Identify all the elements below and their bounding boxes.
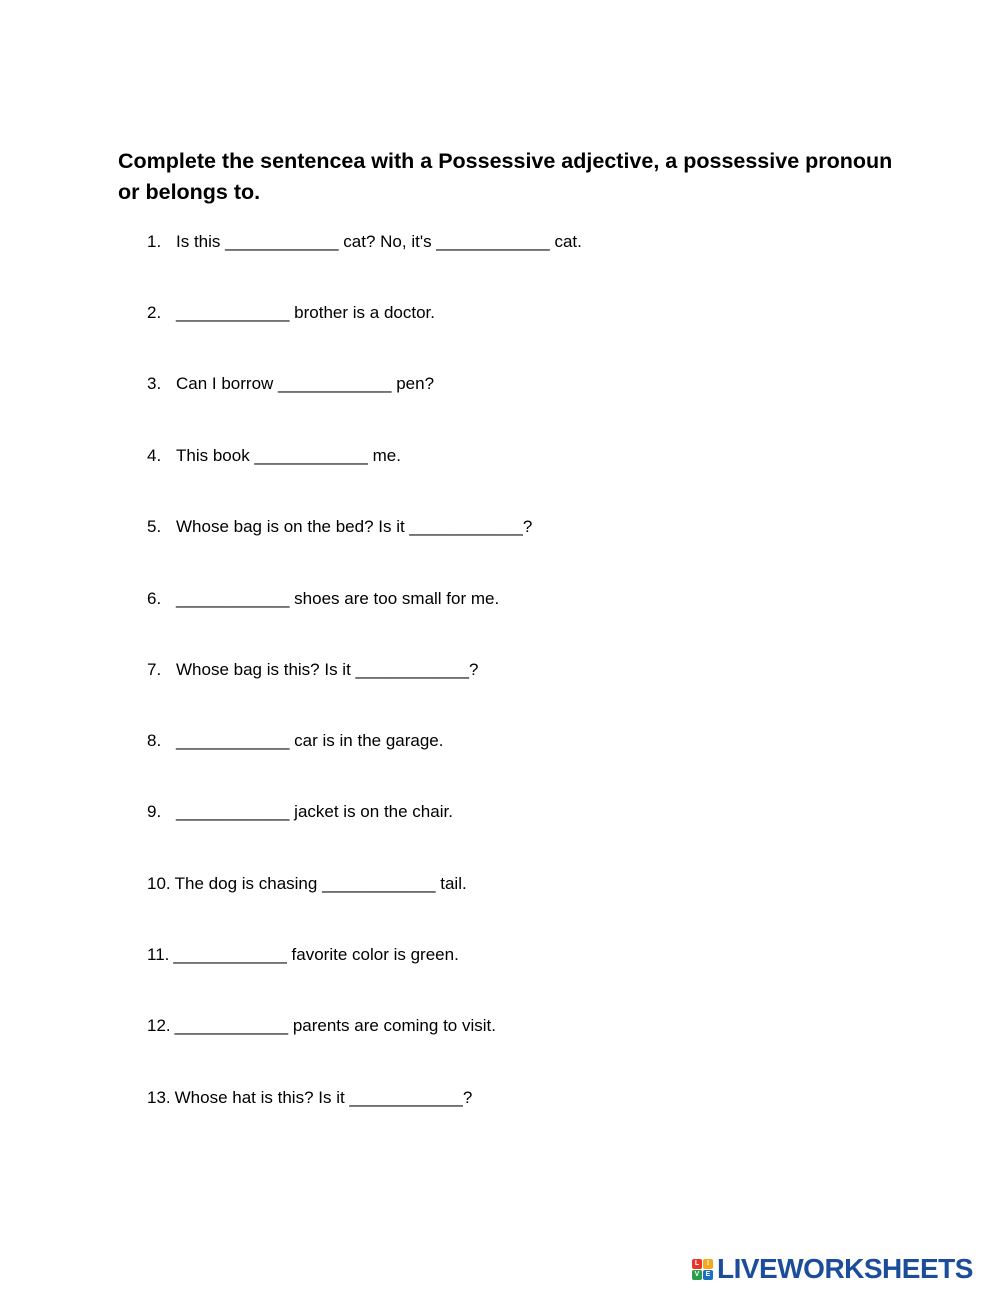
question-number: 10. bbox=[147, 874, 171, 893]
question-item bbox=[147, 230, 582, 254]
question-number: 5. bbox=[147, 517, 162, 536]
worksheet-title: Complete the sentencea with a Possessive adjective, a possessive pronoun or belongs to. bbox=[118, 149, 893, 204]
question-text: Is this ____________ cat? No, it's ____________ cat. bbox=[176, 232, 582, 251]
question-number: 1. bbox=[147, 232, 162, 251]
question-item bbox=[147, 301, 435, 325]
question-item bbox=[147, 587, 499, 611]
question-text: Whose bag is this? Is it ____________? bbox=[176, 660, 479, 679]
question-number: 11. bbox=[147, 945, 170, 964]
question-number: 12. bbox=[147, 1016, 171, 1035]
question-text: ____________ jacket is on the chair. bbox=[176, 802, 453, 821]
question-number: 4. bbox=[147, 446, 162, 465]
question-text: Whose hat is this? Is it ____________? bbox=[174, 1088, 473, 1107]
question-text: This book ____________ me. bbox=[176, 446, 401, 465]
question-item bbox=[147, 1014, 496, 1038]
question-item bbox=[147, 444, 401, 468]
question-item bbox=[147, 800, 453, 824]
question-text: ____________ favorite color is green. bbox=[173, 945, 459, 964]
question-item bbox=[147, 943, 459, 967]
question-text: The dog is chasing ____________ tail. bbox=[174, 874, 467, 893]
question-number: 3. bbox=[147, 374, 162, 393]
question-item bbox=[147, 1086, 472, 1110]
logo-badge-icon: L I V E bbox=[692, 1259, 713, 1280]
question-number: 6. bbox=[147, 589, 162, 608]
question-text: ____________ parents are coming to visit. bbox=[174, 1016, 496, 1035]
liveworksheets-logo bbox=[692, 1254, 973, 1284]
question-text: Whose bag is on the bed? Is it ____________? bbox=[176, 517, 533, 536]
question-item bbox=[147, 658, 478, 682]
question-number: 7. bbox=[147, 660, 162, 679]
question-text: ____________ car is in the garage. bbox=[176, 731, 444, 750]
question-number: 13. bbox=[147, 1088, 171, 1107]
question-item bbox=[147, 515, 532, 539]
question-text: Can I borrow ____________ pen? bbox=[176, 374, 435, 393]
question-text: ____________ shoes are too small for me. bbox=[176, 589, 500, 608]
question-number: 8. bbox=[147, 731, 162, 750]
question-item bbox=[147, 729, 443, 753]
question-item bbox=[147, 872, 467, 896]
question-text: ____________ brother is a doctor. bbox=[176, 303, 435, 322]
logo-wordmark: LIVEWORKSHEETS bbox=[717, 1253, 973, 1284]
question-number: 2. bbox=[147, 303, 162, 322]
question-item bbox=[147, 372, 434, 396]
question-number: 9. bbox=[147, 802, 162, 821]
